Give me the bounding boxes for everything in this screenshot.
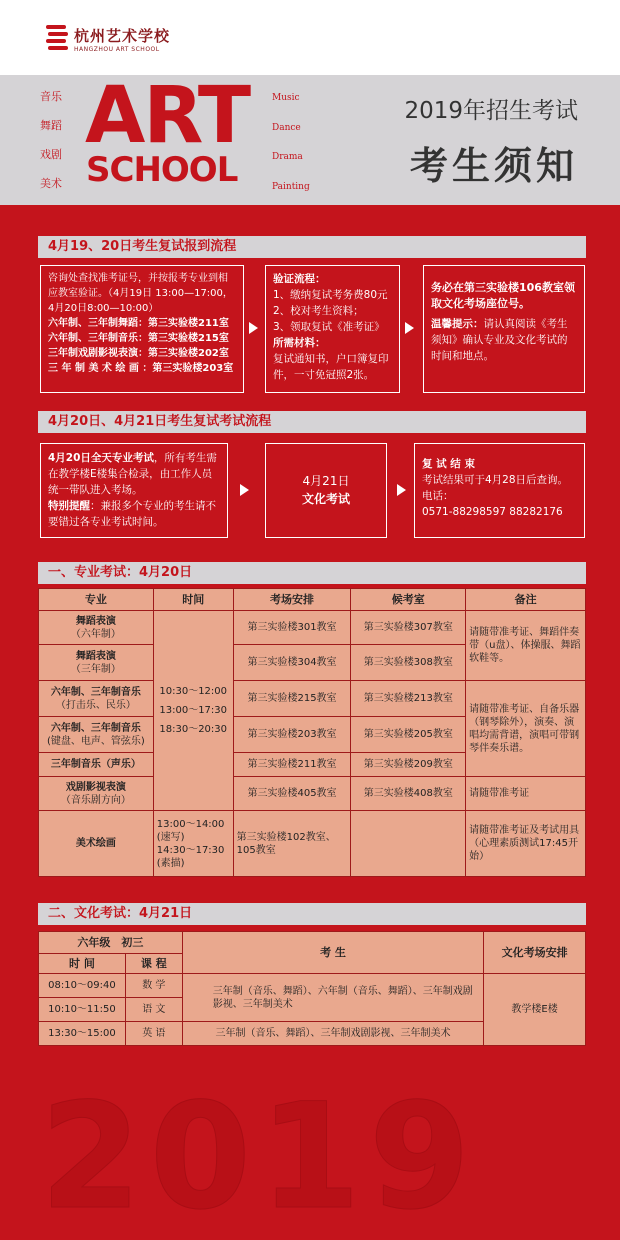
major-sub: （三年制）: [70, 663, 121, 675]
logo-name-en: HANGZHOU ART SCHOOL: [74, 46, 160, 53]
wait-room: 第三实验楼308教室: [351, 645, 466, 681]
culture-room: 教学楼E楼: [484, 974, 586, 1046]
major-name: 三年制音乐（声乐）: [50, 759, 141, 770]
wait-room: 第三实验楼205教室: [351, 717, 466, 753]
exam-room: 第三实验楼203教室: [233, 717, 351, 753]
table-row: [39, 681, 586, 717]
exam-room: 第三实验楼304教室: [233, 645, 351, 681]
major-sub: （音乐剧方向）: [60, 794, 131, 806]
discipline-music-cn: 音乐: [40, 90, 62, 103]
flow2-box-culture: [265, 443, 387, 538]
logo-name-cn: 杭州艺术学校: [74, 27, 171, 45]
disciplines-en: [272, 84, 310, 202]
major-name: 美术绘画: [75, 838, 116, 849]
major-name: 六年制、三年制音乐: [50, 722, 141, 734]
verify-step-1: 1、缴纳复试考务费80元: [273, 289, 388, 301]
art-time: [153, 811, 233, 877]
flow1-room-music: 六年制、三年制音乐：第三实验楼215室: [48, 333, 229, 344]
verify-head: 验证流程：: [273, 273, 326, 285]
candidates-header: 考 生: [182, 932, 483, 974]
disciplines-cn: [40, 82, 62, 198]
major-name: 舞蹈表演: [75, 615, 116, 627]
flow1-box-seat: [423, 265, 585, 393]
room-header: 文化考场安排: [484, 932, 586, 974]
discipline-painting-en: Painting: [272, 181, 310, 192]
exam-day-head: 4月20日全天专业考试: [48, 452, 154, 464]
exam-subject: 英 语: [125, 1022, 182, 1046]
exam-time: 08:10～09:40: [39, 974, 126, 998]
wait-room: [351, 811, 466, 877]
major-name: 六年制、三年制音乐: [50, 686, 141, 698]
tip-label: 温馨提示：: [431, 318, 484, 330]
flow1-register-text: 咨询处查找准考证号，并按报考专业到相应教室验证。（4月19日 13:00—17:00，4月20日8:00—10:00）: [48, 273, 233, 314]
flow1-room-art: 三 年 制 美 术 绘 画 ：第三实验楼203室: [48, 363, 234, 374]
col-header-time: 时间: [153, 589, 233, 611]
exam-time: 13:30～15:00: [39, 1022, 126, 1046]
discipline-dance-en: Dance: [272, 122, 301, 133]
materials-text: 复试通知书，户口簿复印件，一寸免冠照2张。: [273, 353, 389, 381]
year-title: 2019年招生考试: [404, 98, 578, 124]
col-header-major: 专业: [39, 589, 154, 611]
flow1-box-register: [40, 265, 244, 393]
tip-text: 请认真阅读《考生须知》确认专业及文化考试的时间和地点。: [431, 318, 568, 362]
flow1-room-dance: 六年制、三年制舞蹈：第三实验楼211室: [48, 318, 229, 329]
culture-date: 4月21日: [302, 474, 350, 488]
exam-subject: 语 文: [125, 998, 182, 1022]
note-drama: 请随带准考证: [466, 777, 586, 811]
table-row: [39, 777, 586, 811]
col-header-wait: 候考室: [351, 589, 466, 611]
prof-exam-table: [38, 588, 586, 877]
end-text: 考试结果可于4月28日后查询。: [422, 474, 569, 486]
wait-room: 第三实验楼408教室: [351, 777, 466, 811]
candidates-pm: 三年制（音乐、舞蹈）、三年制戏剧影视、三年制美术: [182, 1022, 483, 1046]
major-sub: （打击乐、民乐）: [55, 699, 136, 711]
arrow-right-icon: [405, 322, 414, 334]
wait-room: 第三实验楼307教室: [351, 611, 466, 645]
school-logo: [44, 22, 170, 56]
note-music: 请随带准考证、自备乐器（钢琴除外），演奏、演唱均需背谱，演唱可带钢琴伴奏乐谱。: [466, 681, 586, 777]
col-header-room: 考场安排: [233, 589, 351, 611]
culture-exam-table: [38, 931, 586, 1046]
exam-subject: 数 学: [125, 974, 182, 998]
flow1-room-drama: 三年制戏剧影视表演：第三实验楼202室: [48, 348, 229, 359]
time-slot-2: 13:00～17:30: [159, 705, 228, 716]
table-row-art: [39, 811, 586, 877]
exam-room: 第三实验楼215教室: [233, 681, 351, 717]
table-header-row: [39, 932, 586, 954]
note-art: 请随带准考证及考试用具（心理素质测试17:45开始）: [466, 811, 586, 877]
note-dance: 请随带准考证、舞蹈伴奏带（u盘）、体操服、舞蹈软鞋等。: [466, 611, 586, 681]
table-row: [39, 974, 586, 998]
culture-exam-title: 二、文化考试：4月21日: [38, 903, 586, 925]
flow2-box-end: [414, 443, 585, 538]
candidates-am: 三年制（音乐、舞蹈）、六年制（音乐、舞蹈）、三年制戏剧影视、三年制美术: [182, 974, 483, 1022]
special-text: ：兼报多个专业的考生请不要错过各专业考试时间。: [48, 500, 216, 528]
art-time-2-type: (素描): [156, 857, 185, 869]
table-row: [39, 611, 586, 645]
discipline-drama-en: Drama: [272, 152, 303, 162]
logo-mark-icon: [44, 22, 68, 56]
arrow-right-icon: [249, 322, 258, 334]
exam-day-text: ，所有考生需在教学楼E楼集合检录，由工作人员统一带队进入考场。: [48, 452, 217, 496]
prof-exam-title: 一、专业考试：4月20日: [38, 562, 586, 584]
time-slot-3: 18:30～20:30: [159, 724, 228, 735]
wait-room: 第三实验楼209教室: [351, 753, 466, 777]
discipline-drama-cn: 戏剧: [40, 148, 62, 161]
school-wordmark: SCHOOL: [86, 150, 238, 190]
discipline-dance-cn: 舞蹈: [40, 119, 62, 132]
grade-header: 六年级 初三: [39, 932, 183, 954]
arrow-right-icon: [397, 484, 406, 496]
exam-room: 第三实验楼211教室: [233, 753, 351, 777]
flow2-box-exam: [40, 443, 228, 538]
art-time-1-type: (速写): [156, 831, 185, 843]
exam-room: 第三实验楼102教室、105教室: [233, 811, 351, 877]
art-wordmark: ART: [85, 71, 250, 161]
verify-step-3: 3、领取复试《准考证》: [273, 321, 385, 333]
culture-label: 文化考试: [301, 492, 350, 506]
time-header: 时 间: [39, 954, 126, 974]
verify-step-2: 2、校对考生资料；: [273, 305, 364, 317]
phone-number: 0571-88298597 88282176: [422, 506, 563, 518]
footer-year-watermark: 2019: [40, 1072, 479, 1240]
table-header-row: [39, 589, 586, 611]
flow1-box-verify: [265, 265, 400, 393]
materials-head: 所需材料：: [273, 337, 326, 349]
flow1-title: 4月19、20日考生复试报到流程: [38, 236, 586, 258]
header: [0, 0, 620, 205]
art-time-1: 13:00～14:00: [156, 818, 225, 830]
time-main: [153, 611, 233, 811]
art-time-2: 14:30～17:30: [156, 844, 225, 856]
arrow-right-icon: [240, 484, 249, 496]
flow2-title: 4月20日、4月21日考生复试考试流程: [38, 411, 586, 433]
end-head: 复 试 结 束: [422, 458, 475, 470]
special-label: 特别提醒: [48, 500, 90, 512]
col-header-note: 备注: [466, 589, 586, 611]
major-sub: （六年制）: [70, 628, 121, 640]
discipline-music-en: Music: [272, 93, 300, 103]
seat-head: 务必在第三实验楼106教室领取文化考场座位号。: [431, 281, 575, 310]
time-slot-1: 10:30～12:00: [159, 686, 228, 697]
major-name: 舞蹈表演: [75, 650, 116, 662]
main-title: 考生须知: [409, 144, 578, 188]
exam-time: 10:10～11:50: [39, 998, 126, 1022]
exam-room: 第三实验楼301教室: [233, 611, 351, 645]
major-name: 戏剧影视表演: [65, 781, 126, 793]
phone-label: 电话：: [422, 490, 454, 502]
exam-room: 第三实验楼405教室: [233, 777, 351, 811]
discipline-painting-cn: 美术: [40, 177, 62, 190]
wait-room: 第三实验楼213教室: [351, 681, 466, 717]
subject-header: 课 程: [125, 954, 182, 974]
major-sub: (键盘、电声、管弦乐): [46, 735, 145, 747]
